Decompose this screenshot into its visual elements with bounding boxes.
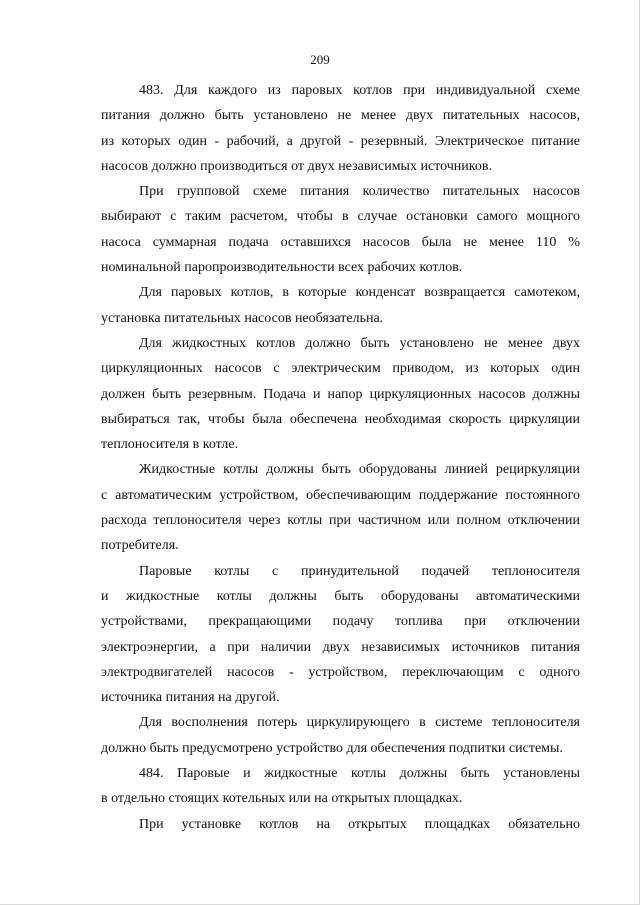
text-line: устройствами, прекращающими подачу топлива при отключении [101,614,580,630]
text-line: потребителя. [101,538,179,554]
text-line: с автоматическим устройством, обеспечивающим поддержание постоянного [101,487,580,503]
page-number: 209 [310,52,330,67]
text-line: установка питательных насосов необязательна. [101,310,384,326]
text-line: электродвигателей насосов - устройством, переключающим с одного [101,664,580,680]
text-line: электроэнергии, а при наличии двух независимых источников питания [101,639,580,655]
text-line: питания должно быть установлено не менее двух питательных насосов, [101,108,580,124]
text-line: насосов должно производиться от двух независимых источников. [101,158,492,174]
text-line: Паровые котлы с принудительной подачей теплоносителя [139,563,580,579]
text-line: Для паровых котлов, в которые конденсат возвращается самотеком, [139,285,580,301]
text-line: источника питания на другой. [101,690,280,706]
text-line: Для жидкостных котлов должно быть установлено не менее двух [139,335,580,351]
text-line: 483. Для каждого из паровых котлов при индивидуальной схеме [139,83,580,98]
body-text [101,78,580,837]
text-line: в отдельно стоящих котельных или на открытых площадках. [101,791,463,807]
text-line: расхода теплоносителя через котлы при частичном или полном отключении [101,513,580,529]
text-line: и жидкостные котлы должны быть оборудованы автоматическими [101,588,580,604]
text-line: Жидкостные котлы должны быть оборудованы линией рециркуляции [139,462,580,478]
text-line: насоса суммарная подача оставшихся насосов была не менее 110 % [101,234,580,250]
text-line: должно быть предусмотрено устройство для обеспечения подпитки системы. [101,740,563,756]
text-line: При групповой схеме питания количество питательных насосов [139,184,580,200]
text-line: 484. Паровые и жидкостные котлы должны быть установлены [139,766,580,782]
text-line: должен быть резервным. Подача и напор циркуляционных насосов должны [101,386,580,402]
text-line: При установке котлов на открытых площадках обязательно [139,816,580,832]
text-line: циркуляционных насосов с электрическим приводом, из которых один [101,361,580,377]
text-line: выбирают с таким расчетом, чтобы в случае остановки самого мощного [101,209,580,225]
text-line: выбираться так, чтобы была обеспечена необходимая скорость циркуляции [101,411,580,427]
text-line: теплоносителя в котле. [101,437,239,453]
text-line: номинальной паропроизводительности всех рабочих котлов. [101,260,463,276]
text-line: Для восполнения потерь циркулирующего в системе теплоносителя [139,715,580,731]
text-line: из которых один - рабочий, а другой - резервный. Электрическое питание [101,133,580,149]
